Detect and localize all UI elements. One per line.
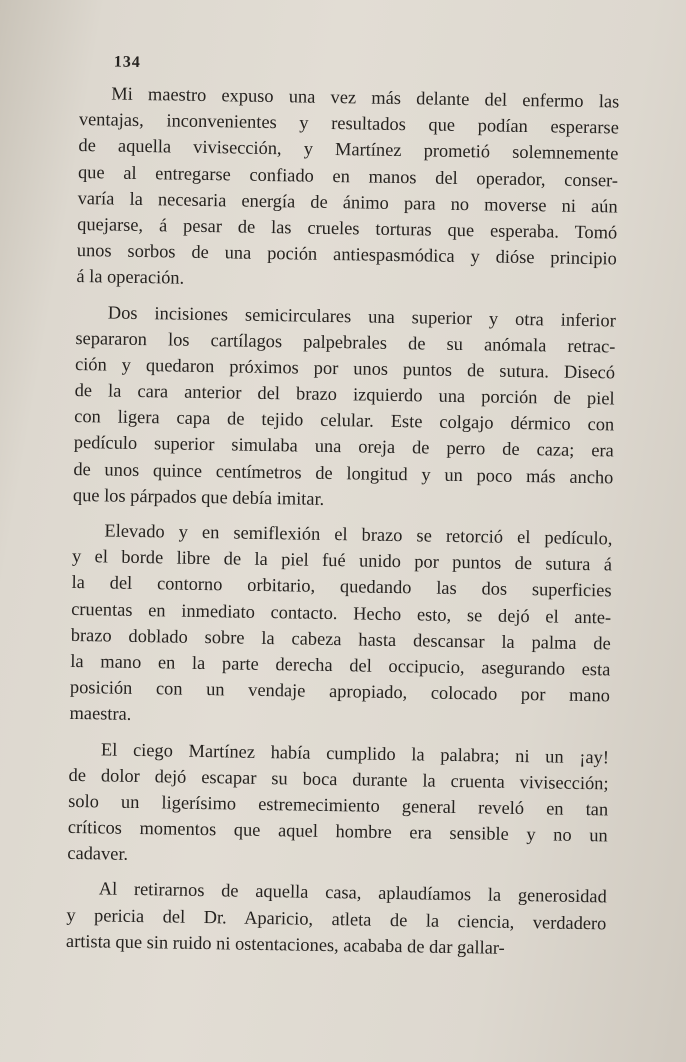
page-number: 134 <box>113 53 141 71</box>
text-line: á la operación. <box>76 266 185 288</box>
text-line: que los párpados que debía imitar. <box>72 484 325 509</box>
text-line: la del contorno orbitario, quedando las dos superficies <box>71 572 612 601</box>
text-line: pedículo superior simulaba una oreja de perro de caza; era <box>73 432 614 461</box>
paragraph <box>69 517 612 735</box>
text-line: de unos quince centímetros de longitud y un poco más ancho <box>73 458 614 488</box>
text-line: brazo doblado sobre la cabeza hasta descansar la palma de <box>70 624 611 654</box>
text-line: de aquella vivisección, y Martínez prometió solemnemente <box>78 135 619 164</box>
text-line: la mano en la parte derecha del occipucio, asegurando esta <box>70 650 611 680</box>
text-line: Elevado y en semiflexión el brazo se retorció el pedículo, <box>104 520 613 549</box>
paragraph <box>76 80 619 298</box>
text-line: con ligera capa de tejido celular. Este colgajo dérmico con <box>74 406 615 435</box>
text-line: Al retirarnos de aquella casa, aplaudíamos la generosidad <box>98 878 607 907</box>
text-line: quejarse, á pesar de las crueles torturas que esperaba. Tomó <box>77 213 618 243</box>
text-line: cadaver. <box>67 843 129 865</box>
text-line: maestra. <box>69 703 132 725</box>
text-line: que al entregarse confiado en manos del operador, conser- <box>77 161 619 191</box>
text-line: varía la necesaria energía de ánimo para no moverse ni aún <box>77 187 618 217</box>
text-line: artista que sin ruido ni ostentaciones, acababa de dar gallar- <box>65 930 505 958</box>
text-line: y el borde libre de la piel fué unido por puntos de sutura á <box>71 546 613 575</box>
text-block <box>66 50 620 971</box>
paragraph <box>73 298 616 516</box>
text-line: unos sorbos de una poción antiespasmódica y dióse principio <box>76 240 617 269</box>
text-line: Dos incisiones semicirculares una superior y otra inferior <box>107 301 616 330</box>
text-line: de dolor dejó escapar su boca durante la cruenta vivisección; <box>68 764 609 794</box>
text-line: de la cara anterior del brazo izquierdo una porción de piel <box>74 380 615 409</box>
body-text <box>66 80 620 962</box>
text-line: posición con un vendaje apropiado, colocado por mano <box>69 677 611 706</box>
text-line: y pericia del Dr. Aparicio, atleta de la ciencia, verdadero <box>66 904 607 933</box>
paragraph <box>66 875 607 962</box>
text-line: Mi maestro expuso una vez más delante del enfermo las <box>111 83 620 112</box>
text-line: cruentas en inmediato contacto. Hecho esto, se dejó el ante- <box>71 598 612 627</box>
text-line: El ciego Martínez había cumplido la palabra; ni un ¡ay! <box>100 738 610 767</box>
text-line: separaron los cartílagos palpebrales de su anómala retrac- <box>75 327 616 357</box>
text-line: críticos momentos que aquel hombre era sensible y no un <box>67 816 608 846</box>
text-line: ventajas, inconvenientes y resultados que podían esperarse <box>78 109 620 138</box>
text-line: solo un ligerísimo estremecimiento general reveló en tan <box>68 790 609 820</box>
text-line: ción y quedaron próximos por unos puntos de sutura. Disecó <box>74 353 616 383</box>
paragraph <box>67 735 609 874</box>
